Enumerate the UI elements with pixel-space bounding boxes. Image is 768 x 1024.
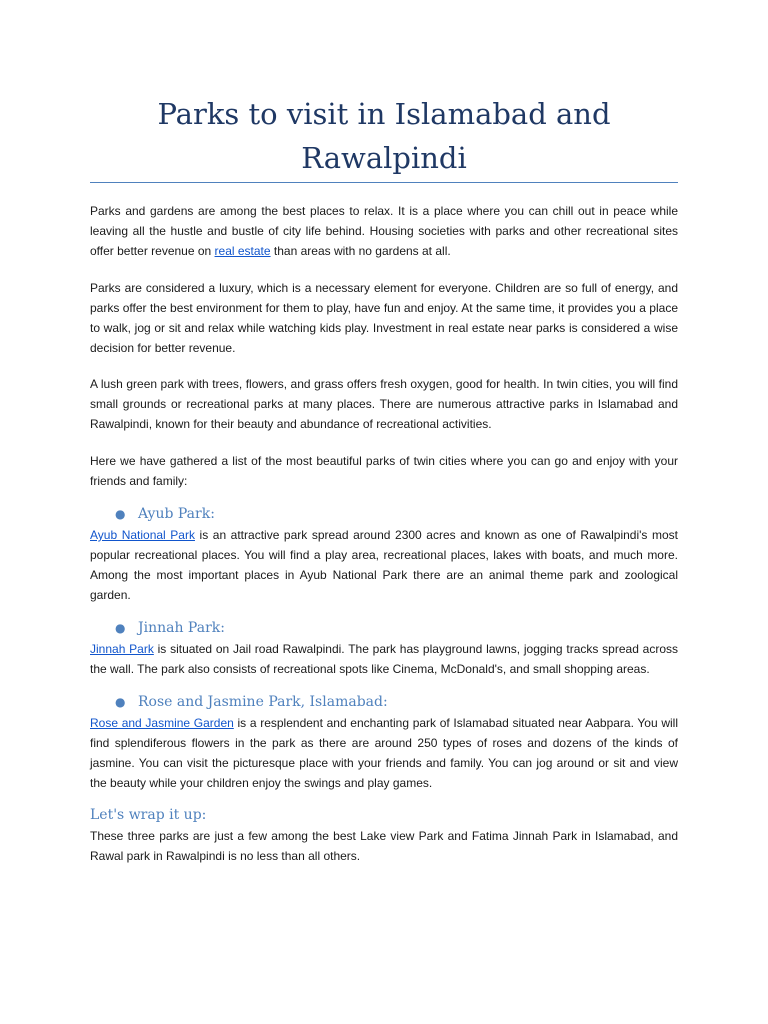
bullet-icon: ● — [115, 507, 126, 521]
ayub-park-heading — [90, 504, 678, 524]
bullet-icon: ● — [115, 695, 126, 709]
ayub-national-park-link[interactable]: Ayub National Park — [90, 528, 195, 542]
heading-text: Jinnah Park: — [138, 620, 225, 636]
jinnah-park-heading — [90, 618, 678, 638]
green-park-paragraph: A lush green park with trees, flowers, and grass offers fresh oxygen, good for health. In twin cities, you will find small grounds or recreational parks at many places. There are numerous attractive parks in Islamabad and Rawalpindi, known for their beauty and abundance of recreational activities. — [90, 377, 678, 431]
rose-jasmine-garden-link[interactable]: Rose and Jasmine Garden — [90, 716, 234, 730]
ayub-park-text: is an attractive park spread around 2300 acres and known as one of Rawalpindi's most popular recreational places. You will find a play area, recreational places, lakes with boats, and much more. Among the most important places in Ayub National Park there are an animal theme park and zoological garden. — [90, 528, 678, 602]
intro-text-end: than areas with no gardens at all. — [270, 244, 451, 258]
jinnah-park-paragraph — [90, 639, 678, 679]
list-intro-paragraph: Here we have gathered a list of the most beautiful parks of twin cities where you can go and enjoy with your friends and family: — [90, 454, 678, 488]
jinnah-park-text: is situated on Jail road Rawalpindi. The park has playground lawns, jogging tracks spread across the wall. The park also consists of recreational spots like Cinema, McDonald's, and small shopping areas. — [90, 642, 678, 676]
wrap-up-heading: Let's wrap it up: — [90, 807, 207, 823]
ayub-park-paragraph — [90, 525, 678, 605]
rose-jasmine-heading — [90, 692, 678, 712]
heading-text: Ayub Park: — [138, 506, 215, 522]
intro-paragraph — [90, 201, 678, 261]
bullet-icon: ● — [115, 621, 126, 635]
heading-text: Rose and Jasmine Park, Islamabad: — [138, 694, 388, 710]
page-title: Parks to visit in Islamabad and Rawalpindi — [157, 97, 611, 175]
wrap-up-paragraph: These three parks are just a few among the best Lake view Park and Fatima Jinnah Park in Islamabad, and Rawal park in Rawalpindi is no less than all others. — [90, 829, 678, 863]
luxury-paragraph: Parks are considered a luxury, which is a necessary element for everyone. Children are so full of energy, and parks offer the best environment for them to play, have fun and enjoy. At the same time, it provides you a place to walk, jog or sit and relax while watching kids play. Investment in real estate near parks is considered a wise decision for better revenue. — [90, 281, 678, 355]
intro-text-start: Parks and gardens are among the best places to relax. It is a place where you can chill out in peace while leaving all the hustle and bustle of city life behind. Housing societies with parks and other recreational sites offer better revenue on — [90, 204, 678, 258]
real-estate-link[interactable]: real estate — [214, 244, 271, 258]
rose-jasmine-paragraph — [90, 713, 678, 793]
rose-jasmine-text: is a resplendent and enchanting park of Islamabad situated near Aabpara. You will find splendiferous flowers in the park as there are around 250 types of roses and dozens of the kinds of jasmine. You can visit the picturesque place with your friends and family. You can jog around or sit and view the beauty while your children enjoy the swings and play games. — [90, 716, 679, 790]
jinnah-park-link[interactable]: Jinnah Park — [90, 642, 154, 656]
title-divider — [90, 182, 678, 183]
